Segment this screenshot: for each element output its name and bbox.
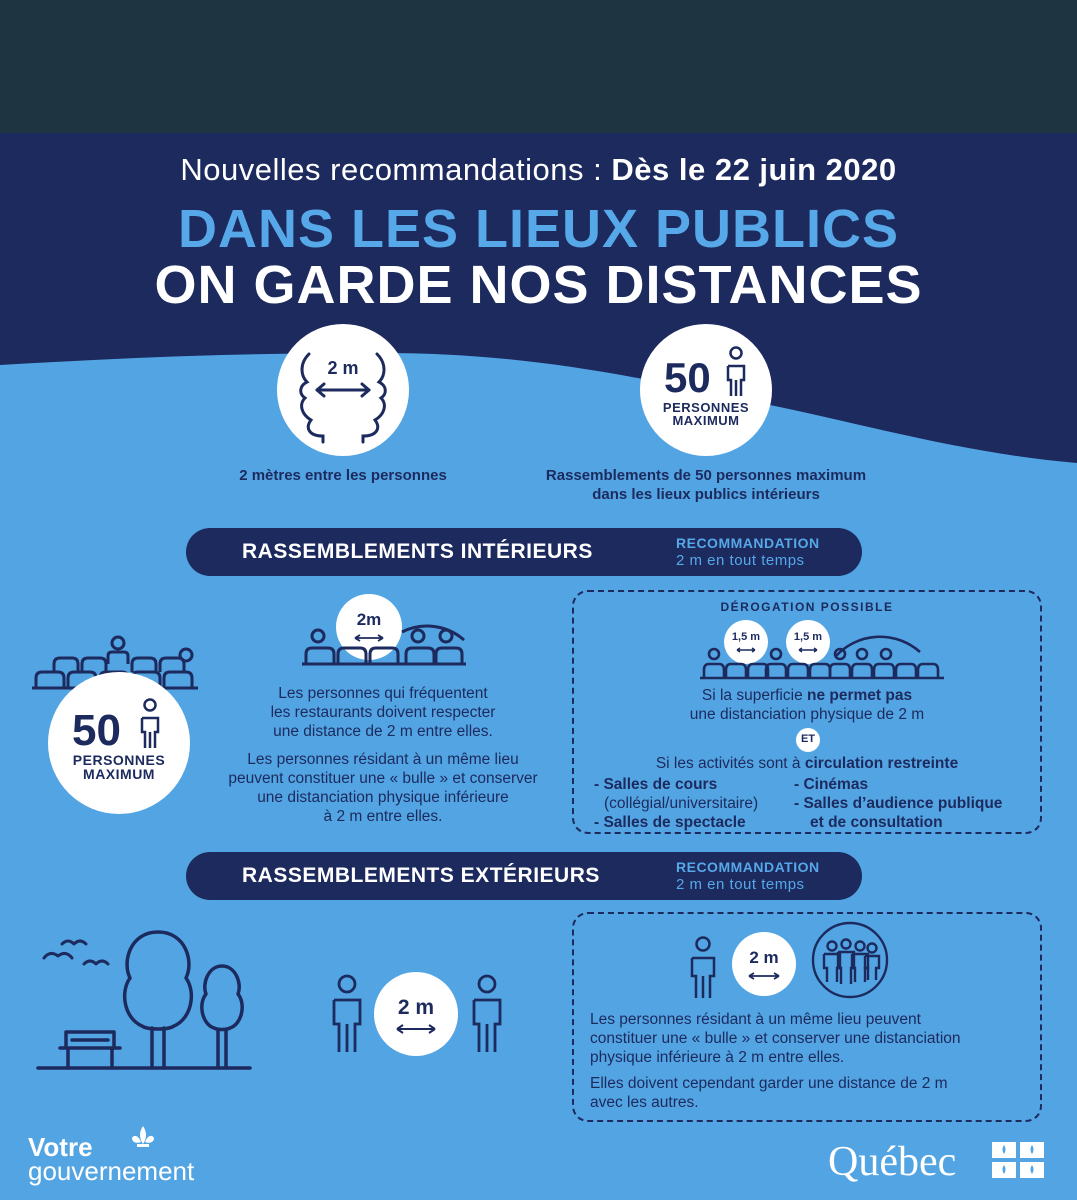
- interior-para1-line2: les restaurants doivent respecter: [270, 704, 496, 721]
- bubble-box: [572, 912, 1042, 1122]
- exterior-para1-line2: constituer une « bulle » et conserver une distanciation: [590, 1030, 961, 1047]
- and-label: ET: [800, 733, 816, 745]
- person-icon: [724, 346, 748, 398]
- subtitle: [0, 152, 1077, 188]
- exterior-section-header: [186, 852, 862, 900]
- restaurant-seats-icon: [302, 610, 472, 668]
- distance-icon-circle: [277, 324, 409, 456]
- interior-para2-line1: Les personnes résidant à un même lieu: [247, 751, 519, 768]
- bubble-distance-label: 2 m: [749, 948, 779, 967]
- exterior-para1-line3: physique inférieure à 2 m entre elles.: [590, 1049, 845, 1066]
- outdoor-distance-bubble: [374, 972, 458, 1056]
- list-right-3: et de consultation: [810, 814, 943, 831]
- exterior-para2-line2: avec les autres.: [590, 1094, 699, 1111]
- bubble-distance-circle: [732, 932, 796, 996]
- title-line2: ON GARDE NOS DISTANCES: [154, 255, 923, 315]
- interior-section-header: [186, 528, 862, 576]
- list-left-1: - Salles de cours: [594, 776, 718, 793]
- and-badge: [796, 728, 820, 752]
- interior-max-number: 50: [72, 706, 121, 755]
- quebec-flag-icon: [992, 1142, 1044, 1178]
- exterior-rec-text: 2 m en tout temps: [676, 876, 805, 893]
- family-bubble-icon: [810, 920, 890, 1000]
- interior-max-label2: MAXIMUM: [83, 766, 155, 782]
- max-people-label2: MAXIMUM: [672, 413, 740, 428]
- exterior-para2-line1: Elles doivent cependant garder une distance de 2 m: [590, 1075, 948, 1092]
- list-left-3: - Salles de spectacle: [594, 814, 746, 831]
- seat-distance-label: 2m: [356, 610, 382, 629]
- interior-para2-line4: à 2 m entre elles.: [323, 808, 443, 825]
- max-people-caption1: Rassemblements de 50 personnes maximum: [545, 467, 867, 484]
- logo-votre-gouvernement: [28, 1132, 228, 1188]
- outdoor-distance-label: 2 m: [397, 996, 435, 1019]
- derogation-line1-prefix: Si la superficie: [701, 687, 807, 704]
- interior-para2-line2: peuvent constituer une « bulle » et conserver: [228, 770, 538, 787]
- list-right-1: - Cinémas: [794, 776, 869, 793]
- faces-distance-icon: [277, 324, 409, 456]
- logo-votre: Votre: [28, 1132, 93, 1162]
- derogation-dist-b-label: 1,5 m: [793, 631, 823, 643]
- derogation-line2: une distanciation physique de 2 m: [689, 706, 925, 723]
- arrow-icon: [396, 1024, 436, 1034]
- derogation-line1-bold: ne permet pas: [807, 687, 913, 704]
- derogation-line3-bold: circulation restreinte: [804, 755, 959, 772]
- badge-person-icon: [138, 698, 162, 750]
- interior-max-badge: [48, 672, 190, 814]
- derogation-line3: [574, 754, 1040, 773]
- interior-section-title: RASSEMBLEMENTS INTÉRIEURS: [242, 540, 593, 563]
- derogation-box: [572, 590, 1042, 834]
- interior-para1-line3: une distance de 2 m entre elles.: [273, 723, 493, 740]
- derogation-seats-icon: [700, 626, 950, 682]
- interior-para1-line1: Les personnes qui fréquentent: [278, 685, 488, 702]
- derogation-title: DÉROGATION POSSIBLE: [720, 600, 894, 614]
- interior-max-label1: PERSONNES: [72, 752, 166, 768]
- person-right-icon: [470, 974, 504, 1054]
- exterior-rec-title: RECOMMANDATION: [676, 859, 820, 875]
- max-people-circle: [640, 324, 772, 456]
- subtitle-date: Dès le 22 juin 2020: [611, 152, 897, 187]
- distance-label: 2 m: [327, 358, 359, 378]
- interior-rec-title: RECOMMANDATION: [676, 535, 820, 551]
- derogation-line1: [574, 686, 1040, 705]
- fleur-de-lis-icon: [128, 1124, 158, 1154]
- derogation-dist-a-label: 1,5 m: [731, 631, 761, 643]
- max-people-number: 50: [664, 354, 711, 401]
- title-line1: DANS LES LIEUX PUBLICS: [177, 199, 900, 259]
- park-icon: [38, 928, 254, 1070]
- exterior-section-title: RASSEMBLEMENTS EXTÉRIEURS: [242, 864, 600, 887]
- person-left-icon: [330, 974, 364, 1054]
- interior-para2-line3: une distanciation physique inférieure: [257, 789, 509, 806]
- list-right-2: - Salles d’audience publique: [794, 795, 1003, 812]
- logo-quebec: Québec: [828, 1139, 957, 1185]
- bubble-person-icon: [688, 936, 718, 1000]
- max-people-label1: PERSONNES: [662, 400, 750, 415]
- arrow-icon: [748, 972, 780, 980]
- distance-caption: 2 mètres entre les personnes: [239, 467, 447, 484]
- derogation-line3-prefix: Si les activités sont à: [655, 755, 805, 772]
- logo-gouvernement: gouvernement: [28, 1156, 195, 1186]
- max-people-caption2: dans les lieux publics intérieurs: [592, 486, 820, 503]
- exterior-para1-line1: Les personnes résidant à un même lieu peuvent: [590, 1011, 921, 1028]
- list-left-2: (collégial/universitaire): [604, 795, 759, 812]
- top-bar: [0, 0, 1077, 133]
- interior-rec-text: 2 m en tout temps: [676, 552, 805, 569]
- subtitle-prefix: Nouvelles recommandations :: [180, 152, 612, 187]
